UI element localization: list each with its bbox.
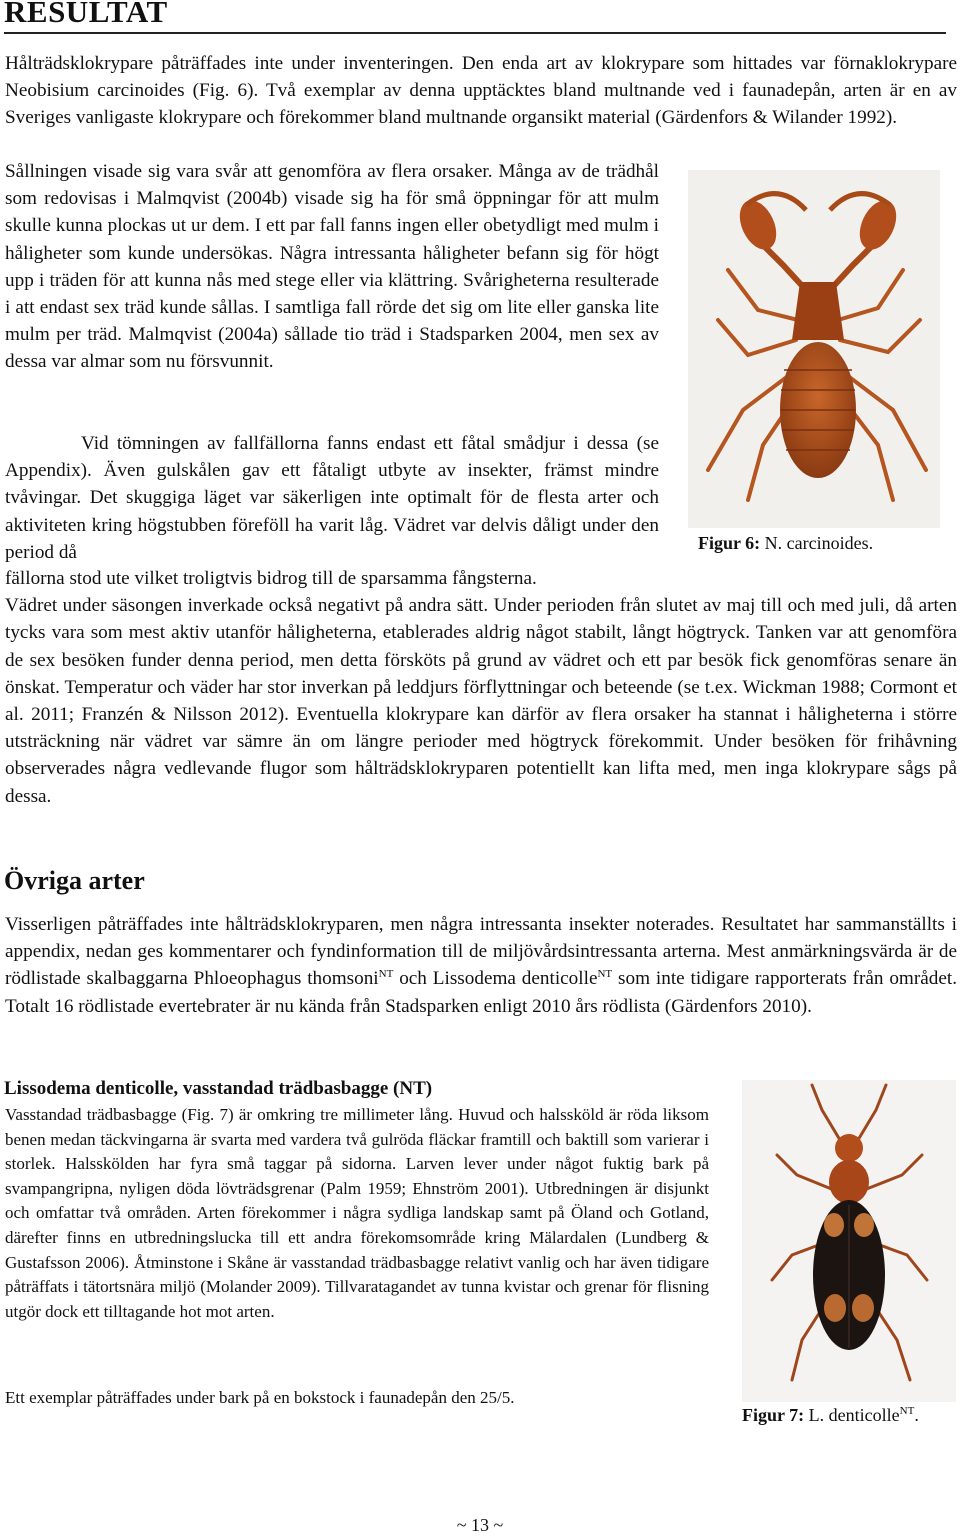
- species-find-note: Ett exemplar påträffades under bark på en bokstock i faunadepån den 25/5.: [5, 1388, 515, 1407]
- paragraph-1: Hålträdsklokrypare påträffades inte under inventeringen. Den enda art av klokrypare som hittades var förnaklokrypare Neobisium carcinoides (Fig. 6). Två exemplar av denna upptäcktes bland multnande ved i faunadepån, arten är en av Sveriges vanligaste klokrypare och förekommer bland multnande organsikt material (Gärdenfors & Wilander 1992).: [5, 53, 957, 129]
- figure-6-label: Figur 6:: [698, 533, 761, 553]
- paragraph-5-part-b: och Lissodema denticolle: [393, 968, 598, 990]
- paragraph-5-part-c: som inte tidigare rapporterats från området. Totalt 16 rödlistade evertebrater är nu kända från Stadsparken enligt 2010 års rödlista (Gärdenfors 2010).: [5, 968, 957, 1017]
- paragraph-4: [5, 565, 957, 810]
- paragraph-3: Vid tömningen av fallfällorna fanns endast ett fåtal smådjur i dessa (se Appendix). Även gulskålen gav ett fåtaligt utbyte av insekter, främst mindre tvåvingar. Det skuggiga läget var säkerligen inte optimalt för de flesta arter och aktiviteten kring högstubben föreföll ha varit låg. Vädret var delvis dåligt under den period då: [5, 433, 659, 563]
- redlist-marker-1: NT: [378, 968, 394, 981]
- section-heading-ovriga-arter: Övriga arter: [4, 866, 145, 895]
- pseudoscorpion-photo: [688, 170, 940, 528]
- paragraph-5: [5, 911, 957, 1020]
- section-heading-resultat: RESULTAT: [4, 0, 168, 29]
- redlist-marker-2: NT: [597, 968, 613, 981]
- figure-7-end: .: [914, 1405, 919, 1425]
- paragraph-4-body: Vädret under säsongen inverkade också negativt på andra sätt. Under perioden från slutet av maj till och med juli, då arten tycks vara som mest aktiv utanför håligheterna, etablerades aldrig något stabilt, långt högtryck. Tanken var att genomföra de sex besöken funder denna period, men detta försköts på grund av vädret och ett par besök fick genomföras senare än önskat. Temperatur och väder har stor inverkan på leddjurs förflyttningar och beteende (se t.ex. Wickman 1988; Cormont et al. 2011; Franzén & Nilsson 2012). Eventuella klokrypare kan därför av flera orsaker ha stannat i håligheterna i större utsträckning när vädret var sämre än om längre perioder med högtryck förekommit. Under besöken för frihåvning observerades några vedlevande flugor som hålträdsklokryparen potentiellt kan lifta med, men inga klokrypare sågs på dessa.: [5, 595, 957, 807]
- paragraph-4-lead: fällorna stod ute vilket troligtvis bidrog till de sparsamma fångsterna.: [5, 568, 537, 589]
- paragraph-2: Sållningen visade sig vara svår att genomföra av flera orsaker. Många av de trädhål som redovisas i Malmqvist (2004b) visade sig ha för små öppningar för att mulm skulle kunna plockas ut ur dem. I ett par fall fanns ingen eller obetydligt med mulm i håligheter som kunde undersökas. Några intressanta håligheter befann sig för högt upp i träden för att kunna nås med stege eller via klättring. Svårigheterna resulterade i att endast sex träd kunde sållas. I samtliga fall rörde det sig om lite eller ganska lite mulm per träd. Malmqvist (2004a) sållade tio träd i Stadsparken 2004, men sex av dessa var almar som nu försvunnit.: [5, 161, 659, 373]
- paragraph-5-part-a: Visserligen påträffades inte hålträdsklokryparen, men några intressanta insekter noterades. Resultatet har sammanställts i appendix, nedan ges kommentarer och fyndinformation till de miljövårdsintressanta arterna. Mest anmärkningsvärda är de rödlistade skalbaggarna Phloeophagus thomsoni: [5, 914, 957, 990]
- species-heading: Lissodema denticolle, vasstandad trädbasbagge (NT): [4, 1078, 433, 1099]
- figure-6-caption: [698, 533, 873, 554]
- heading-rule: [4, 32, 946, 34]
- figure-7-text: L. denticolle: [804, 1405, 900, 1425]
- figure-7-caption: [742, 1405, 919, 1426]
- figure-7-label: Figur 7:: [742, 1405, 805, 1425]
- species-paragraph: Vasstandad trädbasbagge (Fig. 7) är omkring tre millimeter lång. Huvud och halssköld är röda liksom benen medan täckvingarna är svarta med vardera två gulröda fläckar framtill och baktill som varierar i storlek. Halsskölden har fyra små taggar på sidorna. Larven lever under något fuktig bark på svampangripna, nyligen döda lövträdsgrenar (Palm 1959; Ehnström 2001). Utbredningen är disjunkt och omfattar två områden. Arten förekommer i några sydliga landskap samt på Öland och Gotland, därefter finns en utbredningslucka till ett andra förekomsområde kring Mälardalen (Lundberg & Gustafsson 2006). Åtminstone i Skåne är vasstandad trädbasbagge relativt vanlig och har även tidigare påträffats i tätortsnära miljö (Molander 2009). Tillvaratagandet av tunna kvistar och grenar för flisning utgör dock ett tilltagande hot mot arten.: [5, 1105, 709, 1321]
- page-number: ~ 13 ~: [456, 1515, 504, 1535]
- figure-6-text: N. carcinoides.: [760, 533, 874, 553]
- figure-7-redlist-marker: NT: [899, 1405, 915, 1417]
- beetle-photo: [742, 1080, 956, 1402]
